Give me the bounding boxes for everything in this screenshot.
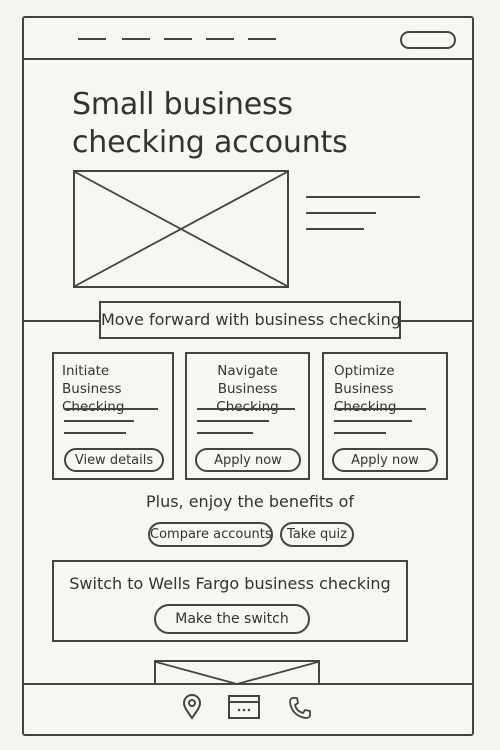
text-line-placeholder: [197, 408, 295, 410]
card-icon[interactable]: [228, 695, 260, 719]
hero-image-placeholder: [73, 170, 289, 288]
nav-link-placeholder[interactable]: [164, 38, 192, 40]
text-line-placeholder: [64, 432, 126, 434]
nav-link-placeholder[interactable]: [206, 38, 234, 40]
phone-icon[interactable]: [288, 696, 312, 720]
nav-link-placeholder[interactable]: [78, 38, 106, 40]
product-card: [185, 352, 310, 480]
take-quiz-button[interactable]: Take quiz: [280, 522, 354, 547]
card-title-line-1: Navigate Business: [217, 363, 278, 397]
text-line-placeholder: [334, 408, 426, 410]
page-title-line-2: checking accounts: [72, 125, 348, 160]
location-pin-icon[interactable]: [182, 694, 202, 720]
compare-accounts-button[interactable]: Compare accounts: [148, 522, 273, 547]
switch-section: [52, 560, 408, 642]
switch-heading: Switch to Wells Fargo business checking: [69, 574, 391, 593]
make-the-switch-button[interactable]: Make the switch: [154, 604, 310, 634]
text-line-placeholder: [306, 212, 376, 214]
text-line-placeholder: [197, 420, 269, 422]
view-details-button[interactable]: View details: [64, 448, 164, 472]
text-line-placeholder: [197, 432, 253, 434]
image-placeholder-icon: [75, 172, 287, 286]
text-line-placeholder: [306, 196, 420, 198]
product-card: [52, 352, 174, 480]
card-title-line-2: Checking: [216, 399, 279, 415]
text-line-placeholder: [306, 228, 364, 230]
section-banner: Move forward with business checking: [99, 301, 401, 339]
card-title-line-1: Initiate Business: [62, 363, 122, 397]
benefits-heading: Plus, enjoy the benefits of: [145, 492, 355, 511]
product-card: [322, 352, 448, 480]
apply-now-button[interactable]: Apply now: [332, 448, 438, 472]
page-title-line-1: Small business: [72, 87, 293, 122]
header-divider: [22, 58, 474, 60]
image-placeholder-icon: [156, 662, 318, 684]
card-title-line-2: Checking: [334, 399, 397, 415]
text-line-placeholder: [64, 420, 134, 422]
card-title-line-1: Optimize Business: [334, 363, 395, 397]
card-title-line-2: Checking: [62, 399, 125, 415]
nav-link-placeholder[interactable]: [248, 38, 276, 40]
image-placeholder: [154, 660, 320, 684]
sign-on-button[interactable]: [400, 31, 456, 49]
apply-now-button[interactable]: Apply now: [195, 448, 301, 472]
page-title: [72, 86, 348, 162]
nav-link-placeholder[interactable]: [122, 38, 150, 40]
text-line-placeholder: [334, 432, 386, 434]
bottom-bar-divider: [22, 683, 474, 685]
text-line-placeholder: [64, 408, 158, 410]
text-line-placeholder: [334, 420, 412, 422]
